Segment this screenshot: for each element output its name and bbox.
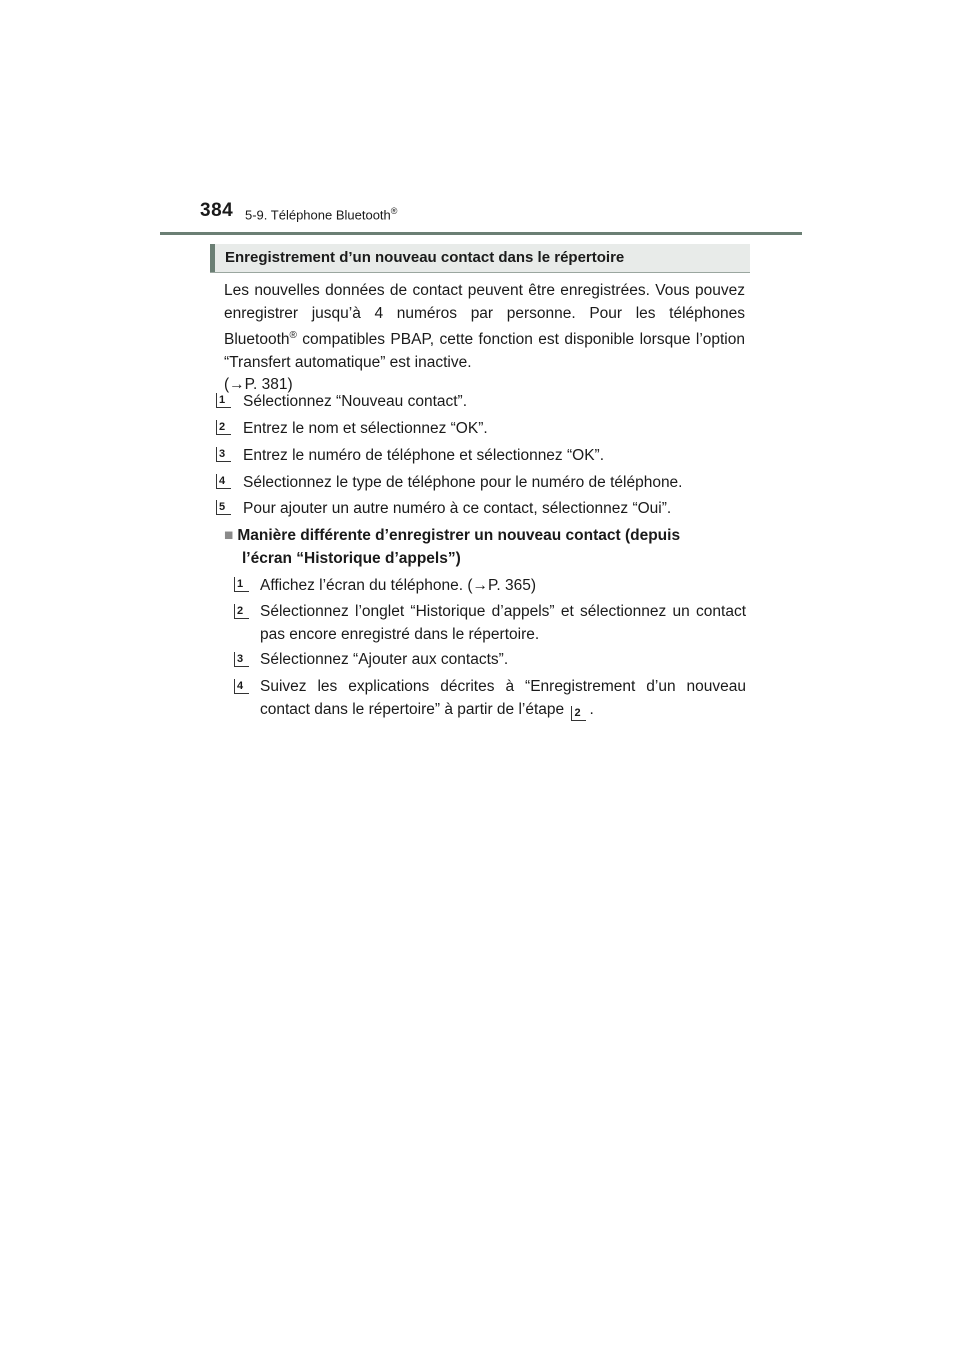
- step-number-badge: 4: [234, 679, 249, 694]
- step-number-badge: 2: [234, 604, 249, 619]
- step-number-badge: 3: [216, 447, 231, 462]
- step-number-badge: 2: [216, 420, 231, 435]
- step-number-badge: 3: [234, 652, 249, 667]
- step-number-badge: 1: [216, 393, 231, 408]
- section-title: 5-9. Téléphone Bluetooth®: [245, 206, 398, 223]
- square-bullet-icon: ■: [224, 527, 234, 544]
- step-reference-badge: 2: [571, 706, 586, 721]
- section-heading: [210, 244, 750, 272]
- subsection-heading: ■ Manière différente d’enregistrer un nouveau contact (depuis l’écran “Historique d’appels”): [224, 527, 681, 567]
- section-heading-text: Enregistrement d’un nouveau contact dans le répertoire: [225, 249, 625, 266]
- step-text: Entrez le nom et sélectionnez “OK”.: [243, 420, 488, 437]
- step-text: Affichez l’écran du téléphone. (→P. 365): [260, 577, 537, 594]
- step-text: Sélectionnez “Ajouter aux contacts”.: [260, 651, 509, 668]
- header-rule: [160, 232, 802, 235]
- step-text: Sélectionnez le type de téléphone pour le numéro de téléphone.: [243, 474, 683, 491]
- step-number-badge: 4: [216, 474, 231, 489]
- heading-underline: [210, 272, 750, 273]
- page-number: 384: [200, 200, 234, 221]
- step-text: Sélectionnez “Nouveau contact”.: [243, 393, 468, 410]
- intro-paragraph: Les nouvelles données de contact peuvent être enregistrées. Vous pouvez enregistrer jusqu’à 4 numéros par personne. Pour les téléphones Bluetooth® compatibles PBAP, cette fonction est disponible lorsque l’option “Transfert automatique” est inactive. (→P. 381): [224, 282, 745, 394]
- step-text: Pour ajouter un autre numéro à ce contact, sélectionnez “Oui”.: [243, 500, 672, 517]
- step-text: Sélectionnez l’onglet “Historique d’appels” et sélectionnez un contact pas encore enregistré dans le répertoire.: [260, 603, 746, 643]
- page-reference: (→P. 381): [224, 376, 293, 394]
- page-header: [0, 0, 960, 240]
- step-number-badge: 1: [234, 577, 249, 592]
- step-number-badge: 5: [216, 500, 231, 515]
- step-text: Entrez le numéro de téléphone et sélectionnez “OK”.: [243, 447, 605, 464]
- step-text: Suivez les explications décrites à “Enregistrement d’un nouveau contact dans le répertoire” à partir de l’étape 2 .: [260, 678, 746, 719]
